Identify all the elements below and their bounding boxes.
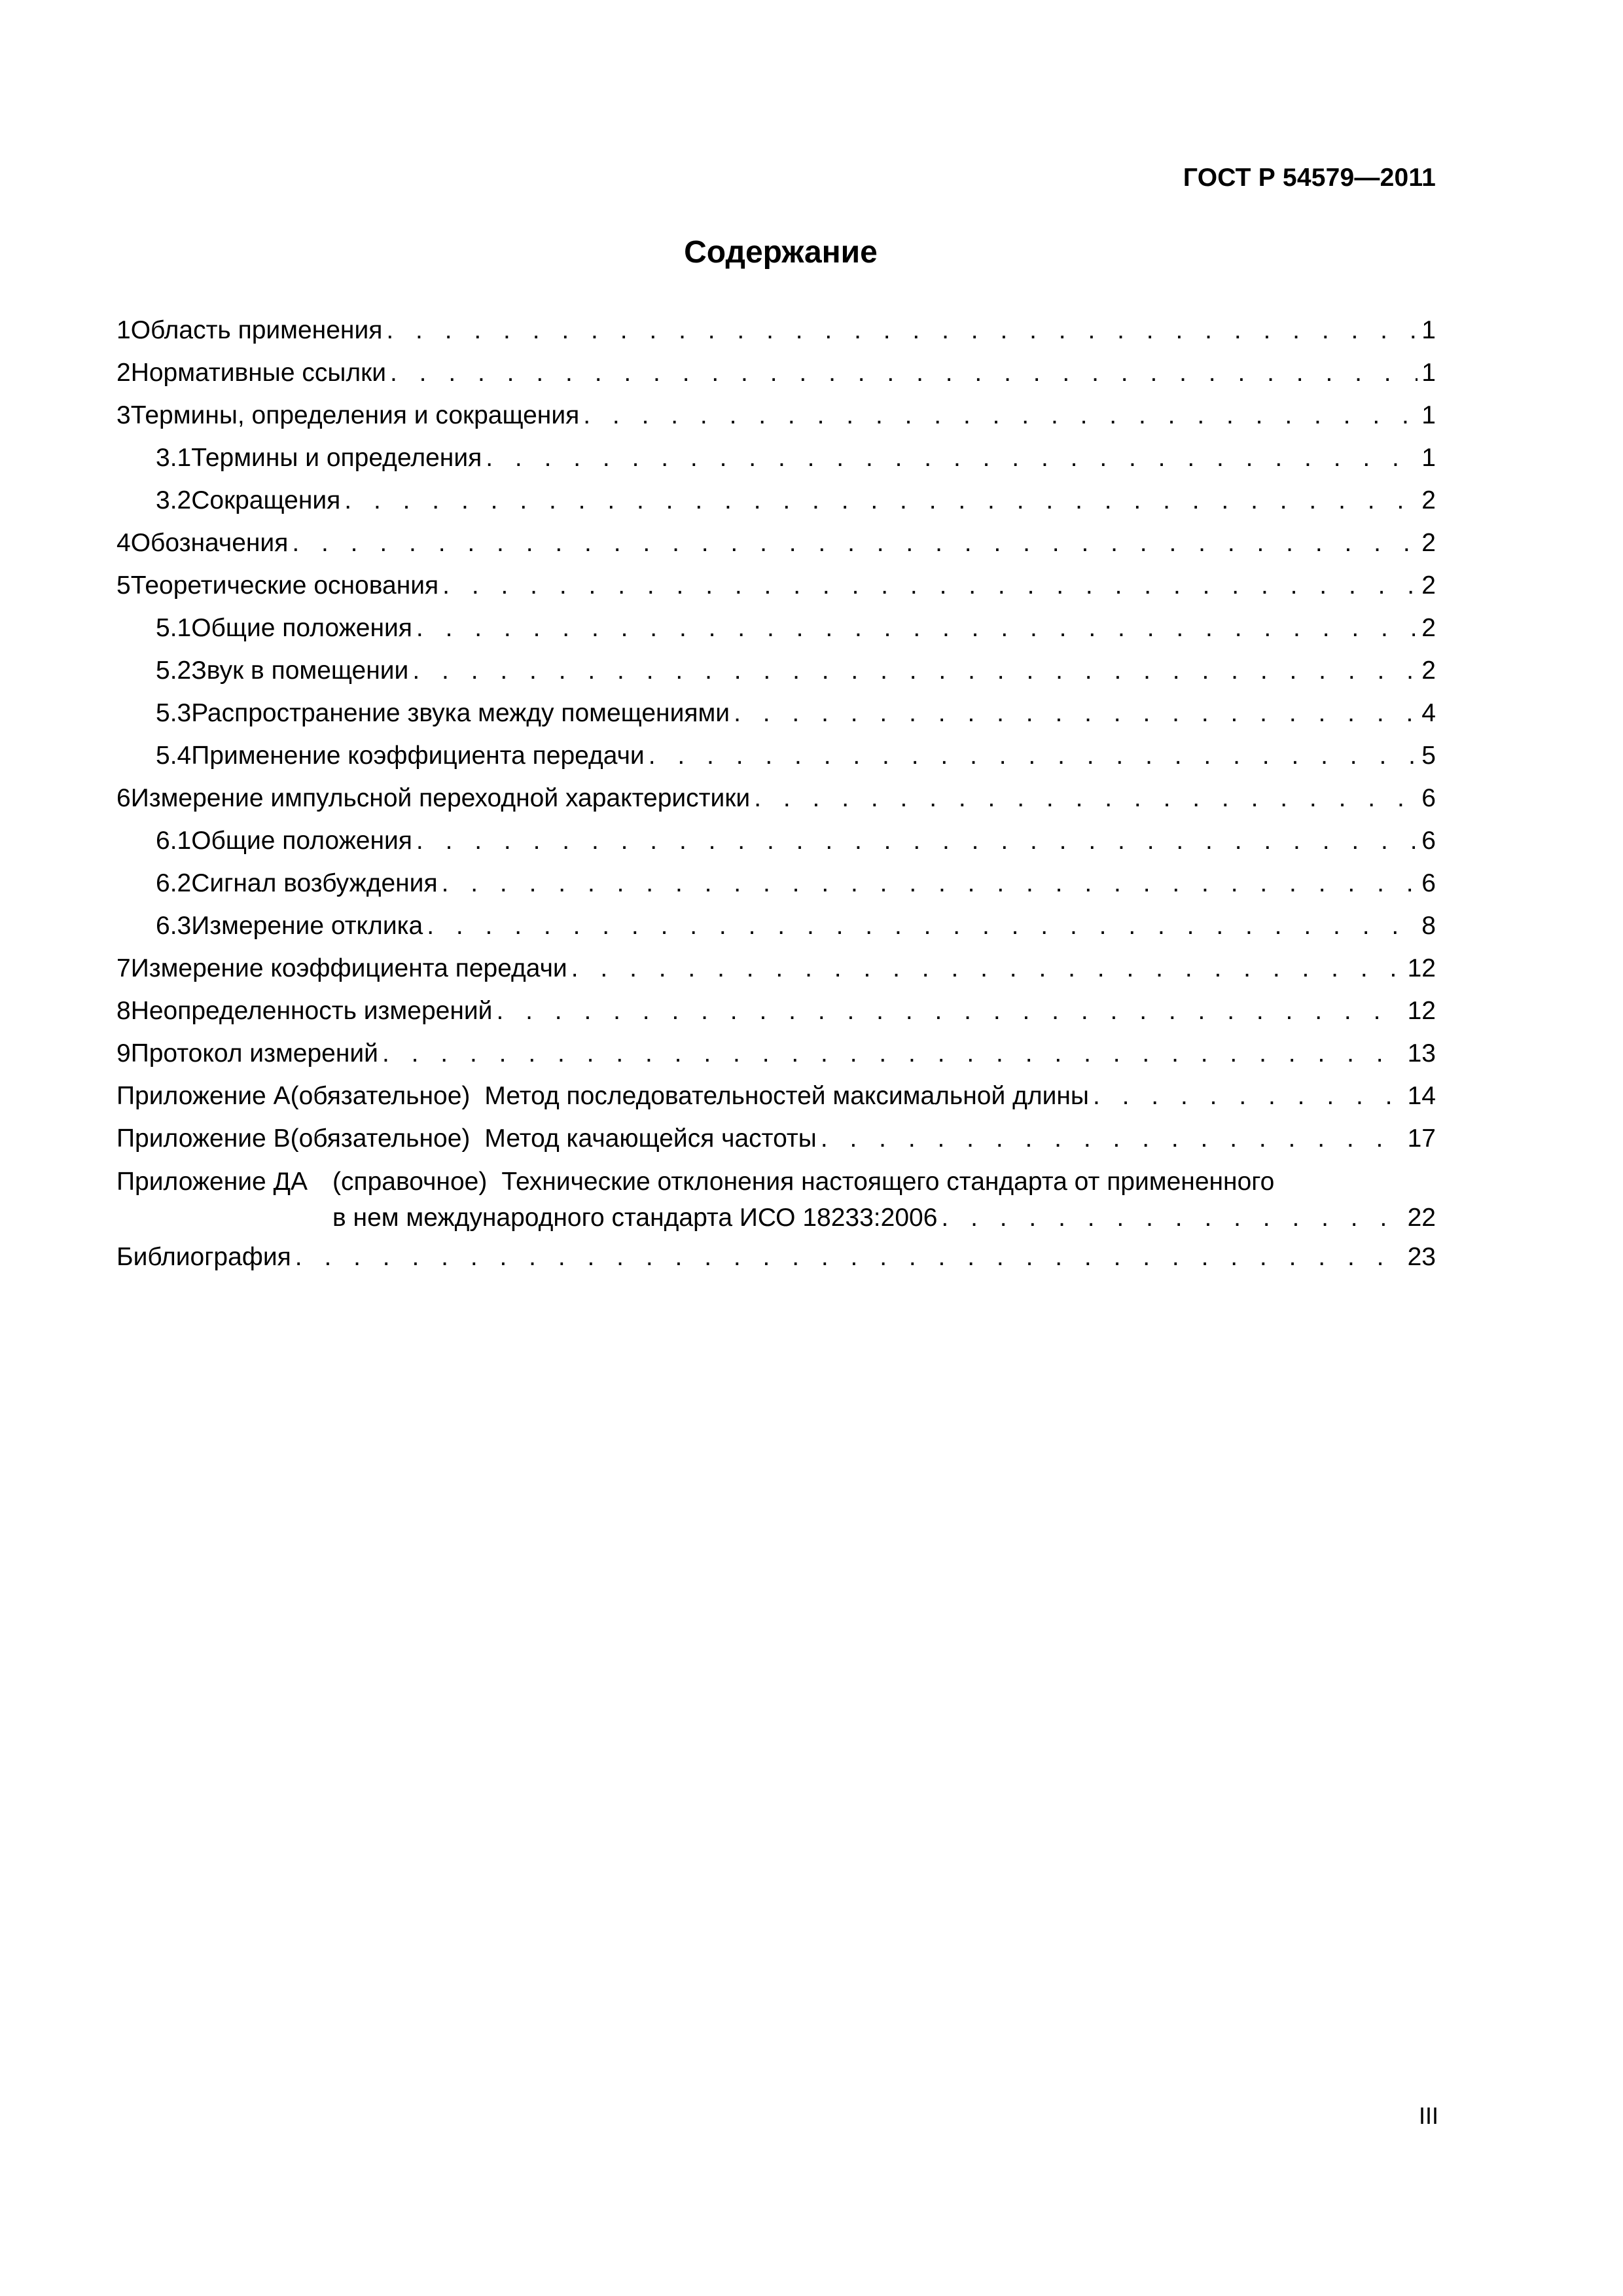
- toc-entry-title: Измерение коэффициента передачи: [130, 954, 567, 982]
- toc-entry-title: Сигнал возбуждения: [191, 869, 438, 897]
- toc-entry-page: 1: [1421, 316, 1436, 344]
- dot-leader: [734, 692, 1418, 734]
- dot-leader: [382, 1032, 1404, 1075]
- toc-entry[interactable]: [116, 522, 1436, 564]
- dot-leader: [386, 309, 1418, 351]
- toc-entry[interactable]: [116, 351, 1436, 394]
- toc-entry-page: 6: [1421, 827, 1436, 855]
- toc-entry[interactable]: [116, 905, 1436, 947]
- toc-entry-page: 4: [1421, 699, 1436, 727]
- toc-entry-title: Термины, определения и сокращения: [130, 401, 580, 429]
- toc-entry-number: 6.1: [156, 827, 192, 855]
- dot-leader: [292, 522, 1418, 564]
- toc-entry[interactable]: [116, 777, 1436, 819]
- dot-leader: [416, 607, 1418, 649]
- appendix-label: Приложение А: [116, 1082, 291, 1110]
- toc-entry-page: 2: [1421, 486, 1436, 514]
- toc-entry[interactable]: [116, 479, 1436, 522]
- toc-appendix-da[interactable]: [116, 1160, 1436, 1236]
- appendix-title-line2: в нем международного стандарта ИСО 18233:2006: [332, 1204, 938, 1232]
- dot-leader: [390, 351, 1418, 394]
- document-code: ГОСТ Р 54579—2011: [1183, 164, 1436, 192]
- toc-entry[interactable]: [116, 1032, 1436, 1075]
- toc-entry-number: 5.4: [156, 742, 192, 770]
- toc-entry-page: 2: [1421, 614, 1436, 642]
- dot-leader: [496, 990, 1403, 1032]
- toc-entry-title: Область применения: [130, 316, 383, 344]
- dot-leader: [412, 649, 1418, 692]
- bibliography-page: 23: [1407, 1243, 1436, 1271]
- toc-entry[interactable]: [116, 734, 1436, 777]
- toc-bibliography[interactable]: [116, 1236, 1436, 1278]
- dot-leader: [1093, 1075, 1404, 1117]
- toc-entry-title: Теоретические основания: [130, 571, 439, 600]
- dot-leader: [344, 479, 1418, 522]
- toc-entry-title: Общие положения: [191, 827, 412, 855]
- table-of-contents: [116, 309, 1436, 1278]
- toc-entry-number: 4: [116, 529, 131, 557]
- toc-entry-title: Протокол измерений: [130, 1039, 378, 1067]
- toc-appendix-a[interactable]: [116, 1075, 1436, 1117]
- toc-entry-number: 6.2: [156, 869, 192, 897]
- dot-leader: [486, 437, 1418, 479]
- toc-entry-number: 3.2: [156, 486, 192, 514]
- toc-entry-number: 5.3: [156, 699, 192, 727]
- toc-entry-number: 6.3: [156, 912, 192, 940]
- dot-leader: [442, 862, 1418, 905]
- toc-entry[interactable]: [116, 692, 1436, 734]
- toc-entry-number: 3: [116, 401, 131, 429]
- toc-entry-number: 5.2: [156, 656, 192, 685]
- toc-entry-page: 5: [1421, 742, 1436, 770]
- toc-entry-page: 2: [1421, 529, 1436, 557]
- page-number: III: [1418, 2102, 1438, 2129]
- toc-entry[interactable]: [116, 437, 1436, 479]
- toc-entry[interactable]: [116, 394, 1436, 437]
- dot-leader: [649, 734, 1418, 777]
- toc-entry-page: 1: [1421, 444, 1436, 472]
- toc-entry[interactable]: [116, 862, 1436, 905]
- dot-leader: [941, 1200, 1403, 1236]
- toc-entry-page: 1: [1421, 359, 1436, 387]
- toc-entry-title: Неопределенность измерений: [130, 997, 493, 1025]
- toc-entry-number: 5: [116, 571, 131, 600]
- toc-entry-title: Термины и определения: [191, 444, 482, 472]
- toc-entry-page: 1: [1421, 401, 1436, 429]
- toc-entry-page: 2: [1421, 656, 1436, 685]
- dot-leader: [821, 1117, 1404, 1160]
- dot-leader: [754, 777, 1418, 819]
- toc-entry-title: Обозначения: [130, 529, 289, 557]
- toc-entry-title: Нормативные ссылки: [130, 359, 386, 387]
- toc-entry[interactable]: [116, 990, 1436, 1032]
- dot-leader: [427, 905, 1418, 947]
- toc-entries: [116, 309, 1436, 1075]
- dot-leader: [571, 947, 1404, 990]
- toc-entry[interactable]: [116, 649, 1436, 692]
- dot-leader: [416, 819, 1418, 862]
- toc-entry-number: 8: [116, 997, 131, 1025]
- appendix-label: Приложение В: [116, 1124, 291, 1153]
- toc-entry-title: Общие положения: [191, 614, 412, 642]
- toc-entry-number: 2: [116, 359, 131, 387]
- toc-entry-number: 9: [116, 1039, 131, 1067]
- toc-entry-page: 12: [1407, 997, 1436, 1025]
- toc-entry-page: 6: [1421, 784, 1436, 812]
- toc-entry-title: Сокращения: [191, 486, 341, 514]
- toc-entry-number: 1: [116, 316, 131, 344]
- dot-leader: [442, 564, 1418, 607]
- toc-entry-title: Распространение звука между помещениями: [191, 699, 730, 727]
- toc-title: Содержание: [684, 235, 878, 270]
- toc-entry-title: Измерение импульсной переходной характеристики: [130, 784, 751, 812]
- toc-entry[interactable]: [116, 564, 1436, 607]
- toc-entry-number: 7: [116, 954, 131, 982]
- appendix-title: Метод качающейся частоты: [484, 1124, 817, 1153]
- appendix-page: 17: [1407, 1124, 1436, 1153]
- dot-leader: [295, 1236, 1404, 1278]
- appendix-title: Метод последовательностей максимальной длины: [484, 1082, 1089, 1110]
- toc-entry[interactable]: [116, 309, 1436, 351]
- bibliography-title: Библиография: [116, 1243, 291, 1271]
- toc-entry[interactable]: [116, 607, 1436, 649]
- toc-entry[interactable]: [116, 947, 1436, 990]
- appendix-type: (справочное): [332, 1168, 488, 1196]
- appendix-type: (обязательное): [290, 1124, 471, 1153]
- toc-entry-page: 2: [1421, 571, 1436, 600]
- toc-appendix-b[interactable]: [116, 1117, 1436, 1160]
- toc-entry-number: 6: [116, 784, 131, 812]
- toc-entry-page: 12: [1407, 954, 1436, 982]
- toc-entry-title: Измерение отклика: [191, 912, 423, 940]
- appendix-label: Приложение ДА: [116, 1168, 308, 1196]
- dot-leader: [583, 394, 1418, 437]
- appendix-page: 22: [1407, 1204, 1436, 1232]
- toc-entry-number: 5.1: [156, 614, 192, 642]
- appendix-page: 14: [1407, 1082, 1436, 1110]
- toc-entry-page: 13: [1407, 1039, 1436, 1067]
- toc-entry-number: 3.1: [156, 444, 192, 472]
- appendix-title-line1: Технические отклонения настоящего стандарта от примененного: [501, 1168, 1275, 1196]
- toc-entry-title: Применение коэффициента передачи: [191, 742, 645, 770]
- toc-entry[interactable]: [116, 819, 1436, 862]
- appendix-type: (обязательное): [290, 1082, 471, 1110]
- toc-entry-page: 6: [1421, 869, 1436, 897]
- toc-entry-title: Звук в помещении: [191, 656, 409, 685]
- toc-entry-page: 8: [1421, 912, 1436, 940]
